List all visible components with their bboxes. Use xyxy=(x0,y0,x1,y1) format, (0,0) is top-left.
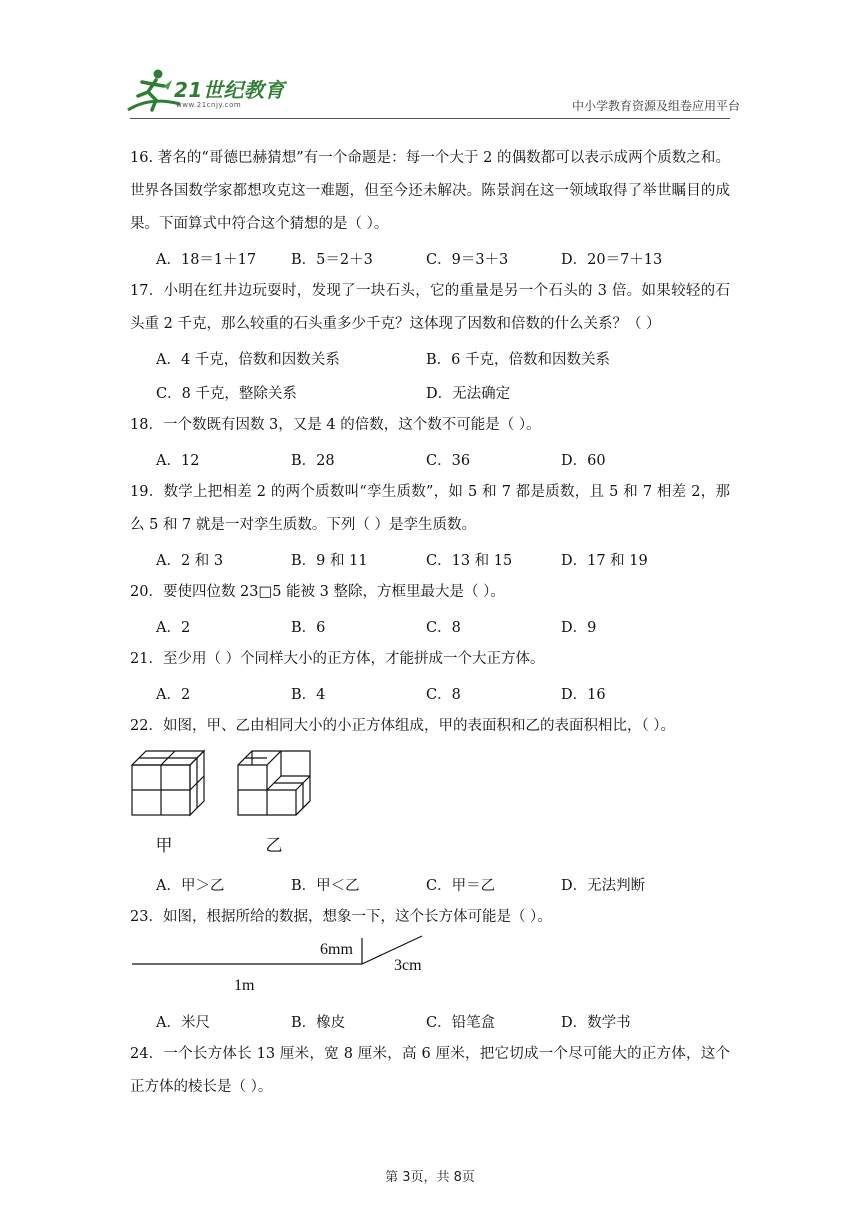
question-22-text: 22．如图，甲、乙由相同大小的小正方体组成，甲的表面积和乙的表面积相比，（ ）。 xyxy=(130,718,676,734)
question-17-options-row2 xyxy=(130,375,730,409)
question-24-text: 24．一个长方体长 13 厘米，宽 8 厘米，高 6 厘米，把它切成一个尽可能大的正方体，这个正方体的棱长是（ ）。 xyxy=(130,1046,730,1095)
option-d[interactable]: D．16 xyxy=(561,686,606,703)
label-width: 3cm xyxy=(394,957,422,974)
label-length: 1m xyxy=(234,977,255,994)
option-a[interactable]: A．2 和 3 xyxy=(156,552,224,569)
option-b[interactable]: B．橡皮 xyxy=(291,1014,346,1031)
option-b[interactable]: B．5＝2＋3 xyxy=(291,251,373,268)
question-23-text: 23．如图，根据所给的数据，想象一下，这个长方体可能是（ ）。 xyxy=(130,909,552,925)
option-a[interactable]: A．12 xyxy=(156,452,200,469)
option-a[interactable]: A．2 xyxy=(156,619,191,636)
question-18-text: 18．一个数既有因数 3，又是 4 的倍数，这个数不可能是（ ）。 xyxy=(130,417,541,433)
label-jia: 甲 xyxy=(155,836,173,856)
question-19-options xyxy=(130,542,730,576)
option-b[interactable]: B．28 xyxy=(291,452,335,469)
question-21-text: 21．至少用（ ）个同样大小的正方体，才能拼成一个大正方体。 xyxy=(130,651,545,667)
option-c[interactable]: C．8 xyxy=(426,619,461,636)
question-22-options xyxy=(130,867,730,901)
label-yi: 乙 xyxy=(265,836,283,856)
question-16-text: 16. 著名的“哥德巴赫猜想”有一个命题是：每一个大于 2 的偶数都可以表示成两个质数之和。世界各国数学家都想攻克这一难题，但至今还未解决。陈景润在这一领域取得了举世瞩目的成果。下面算式中符合这个猜想的是（ ）。 xyxy=(130,150,730,232)
option-b[interactable]: B．6 xyxy=(291,619,326,636)
option-d[interactable]: D．60 xyxy=(561,452,606,469)
option-c[interactable]: C．9＝3＋3 xyxy=(426,251,509,268)
header-divider xyxy=(130,118,730,119)
option-c[interactable]: C．甲＝乙 xyxy=(426,877,496,894)
option-b[interactable]: B．4 xyxy=(291,686,326,703)
cube-yi xyxy=(238,751,310,815)
option-a[interactable]: A．18＝1＋17 xyxy=(156,251,257,268)
cuboid-dimensions-figure xyxy=(130,934,450,1004)
option-a[interactable]: A．甲＞乙 xyxy=(156,877,225,894)
option-b[interactable]: B．9 和 11 xyxy=(291,552,368,569)
page-header xyxy=(0,0,860,130)
question-22-figure xyxy=(130,743,730,867)
option-d[interactable]: D．17 和 19 xyxy=(561,552,648,569)
page-footer: 第 3页，共 8页 xyxy=(385,1170,475,1185)
question-17-text: 17．小明在红井边玩耍时，发现了一块石头，它的重量是另一个石头的 3 倍。如果较轻的石头重 2 千克，那么较重的石头重多少千克？这体现了因数和倍数的什么关系？（ ） xyxy=(130,283,730,332)
question-20-options xyxy=(130,609,730,643)
option-d[interactable]: D．无法判断 xyxy=(561,877,646,894)
question-18-options xyxy=(130,442,730,476)
question-16-options xyxy=(130,241,730,275)
runner-logo-icon xyxy=(122,66,182,118)
logo-url: www.21cnjy.com xyxy=(176,101,242,109)
option-b[interactable]: B．甲＜乙 xyxy=(291,877,360,894)
option-a[interactable]: A．2 xyxy=(156,686,191,703)
question-20-text: 20．要使四位数 23□5 能被 3 整除，方框里最大是（ ）。 xyxy=(130,584,505,600)
option-b[interactable]: B．6 千克，倍数和因数关系 xyxy=(426,351,610,368)
question-21-options xyxy=(130,676,730,710)
option-a[interactable]: A．4 千克，倍数和因数关系 xyxy=(156,351,340,368)
question-19-text: 19．数学上把相差 2 的两个质数叫“孪生质数”，如 5 和 7 都是质数，且 5 和 7 相差 2，那么 5 和 7 就是一对孪生质数。下列（ ）是孪生质数。 xyxy=(130,484,730,533)
site-logo xyxy=(122,66,292,118)
option-c[interactable]: C．36 xyxy=(426,452,471,469)
cube-jia xyxy=(132,751,204,815)
label-height: 6mm xyxy=(320,941,353,958)
option-d[interactable]: D．无法确定 xyxy=(426,385,511,402)
question-23-figure xyxy=(130,934,730,1004)
question-list xyxy=(130,142,730,1104)
platform-name: 中小学教育资源及组卷应用平台 xyxy=(571,99,740,113)
option-c[interactable]: C．8 千克，整除关系 xyxy=(156,385,297,402)
option-d[interactable]: D．9 xyxy=(561,619,597,636)
question-17-options-row1 xyxy=(130,341,730,375)
option-c[interactable]: C．13 和 15 xyxy=(426,552,513,569)
cube-figure xyxy=(130,747,330,867)
option-d[interactable]: D．20＝7＋13 xyxy=(561,251,663,268)
question-23-options xyxy=(130,1004,730,1038)
option-c[interactable]: C．铅笔盒 xyxy=(426,1014,496,1031)
option-d[interactable]: D．数学书 xyxy=(561,1014,631,1031)
option-c[interactable]: C．8 xyxy=(426,686,461,703)
option-a[interactable]: A．米尺 xyxy=(156,1014,210,1031)
logo-text: 21世纪教育 xyxy=(174,78,285,102)
